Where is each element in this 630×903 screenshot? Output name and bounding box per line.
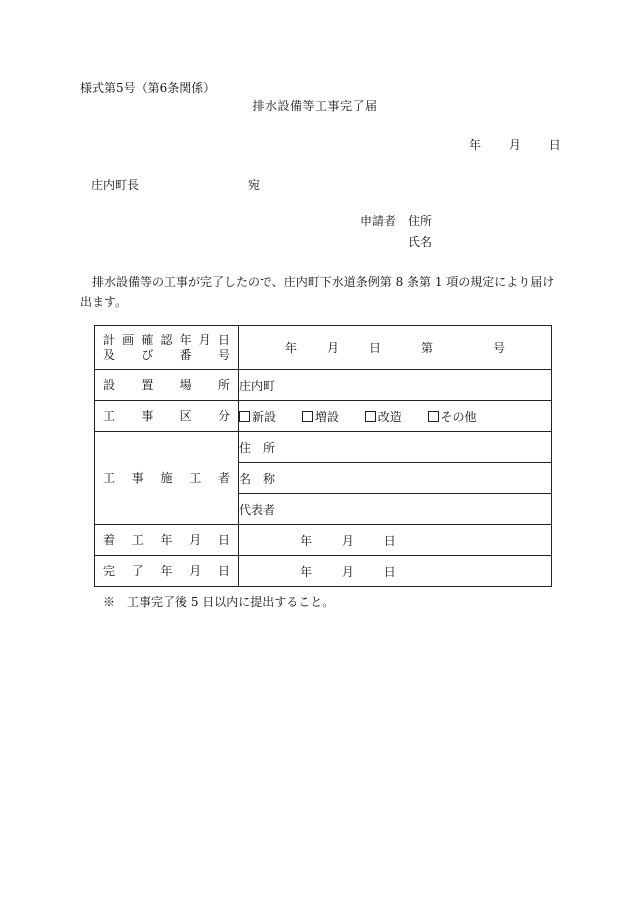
applicant-address-label: 住所	[408, 214, 433, 228]
option-label: 新設	[252, 409, 277, 424]
label-char: 日	[217, 532, 230, 547]
label-char: 月	[189, 532, 202, 547]
plan-day: 日	[368, 341, 381, 355]
label-char: 工	[103, 470, 116, 485]
label-char: 場	[179, 377, 192, 392]
body-text: 排水設備等の工事が完了したので、庄内町下水道条例第 8 条第 1 項の規定により届け出ます。	[80, 275, 555, 309]
label-char: 号	[217, 347, 230, 362]
label-char: 日	[217, 563, 230, 578]
label-char: 区	[179, 408, 192, 423]
label-char: 分	[217, 408, 230, 423]
finish-date-cell[interactable]	[239, 556, 552, 587]
option-label: 増設	[314, 409, 339, 424]
label-char: 事	[141, 408, 154, 423]
label-char: 完	[103, 563, 116, 578]
label-char: 認	[160, 332, 173, 347]
checkbox-icon[interactable]	[428, 411, 439, 422]
label-char: 月	[198, 332, 211, 347]
submission-date	[469, 138, 561, 152]
start-day: 日	[383, 533, 396, 548]
table-row-location	[95, 370, 552, 401]
contractor-label-cell	[95, 432, 239, 525]
plan-go: 号	[493, 341, 506, 355]
label-char: 所	[217, 377, 230, 392]
label-char: 月	[189, 563, 202, 578]
plan-label-line1	[95, 333, 238, 348]
label-char: び	[141, 347, 154, 362]
label-char: 了	[131, 563, 144, 578]
label-char: 事	[131, 470, 144, 485]
label-char: 年	[160, 563, 173, 578]
table-row-plan	[95, 326, 552, 370]
label-char: 着	[103, 532, 116, 547]
contractor-name-cell[interactable]: 名 称	[239, 463, 552, 494]
addressee-suffix: 宛	[248, 178, 261, 192]
option-new[interactable]	[239, 408, 276, 425]
label-char: 画	[122, 332, 135, 347]
applicant-name-label: 氏名	[408, 235, 433, 249]
finish-year: 年	[300, 564, 313, 579]
label-char: 者	[217, 470, 230, 485]
finish-month: 月	[341, 564, 354, 579]
label-char: 確	[141, 332, 154, 347]
checkbox-icon[interactable]	[239, 411, 250, 422]
plan-year: 年	[284, 341, 297, 355]
table-row-contractor-address	[95, 432, 552, 463]
form-number: 様式第5号（第6条関係）	[80, 81, 216, 95]
plan-value-cell[interactable]	[239, 326, 552, 370]
label-char: 施	[160, 470, 173, 485]
date-month: 月	[508, 138, 521, 152]
completion-form-table	[94, 325, 552, 587]
plan-no: 第	[421, 341, 434, 355]
contractor-address-cell[interactable]: 住 所	[239, 432, 552, 463]
label-char: 番	[179, 347, 192, 362]
label-char: 工	[103, 408, 116, 423]
label-char: 工	[189, 470, 202, 485]
label-char: 年	[179, 332, 192, 347]
type-options-cell	[239, 401, 552, 432]
table-row-start-date	[95, 525, 552, 556]
option-extension[interactable]	[302, 408, 339, 425]
option-other[interactable]	[428, 408, 477, 425]
label-char: 計	[103, 332, 116, 347]
option-renovation[interactable]	[365, 408, 402, 425]
start-date-cell[interactable]	[239, 525, 552, 556]
start-label-cell	[95, 525, 239, 556]
plan-label-cell	[95, 326, 239, 370]
finish-day: 日	[383, 564, 396, 579]
table-row-type	[95, 401, 552, 432]
checkbox-icon[interactable]	[302, 411, 313, 422]
date-year: 年	[469, 138, 482, 152]
date-day: 日	[548, 138, 561, 152]
option-label: その他	[440, 409, 477, 424]
checkbox-icon[interactable]	[365, 411, 376, 422]
label-char: 工	[131, 532, 144, 547]
label-char: 年	[160, 532, 173, 547]
document-title: 排水設備等工事完了届	[252, 99, 378, 113]
location-label-cell	[95, 370, 239, 401]
label-char: 設	[103, 377, 116, 392]
label-char: 日	[217, 332, 230, 347]
addressee-name: 庄内町長	[91, 178, 140, 192]
plan-label-line2	[95, 348, 238, 363]
start-month: 月	[341, 533, 354, 548]
start-year: 年	[300, 533, 313, 548]
label-char: 置	[141, 377, 154, 392]
plan-value-row	[239, 339, 551, 356]
finish-label-cell	[95, 556, 239, 587]
plan-month: 月	[326, 341, 339, 355]
option-label: 改造	[377, 409, 402, 424]
type-label-cell	[95, 401, 239, 432]
contractor-representative-cell[interactable]: 代表者	[239, 494, 552, 525]
footnote: ※ 工事完了後 5 日以内に提出すること。	[103, 595, 335, 609]
applicant-label: 申請者	[360, 214, 397, 228]
label-char: 及	[103, 347, 116, 362]
location-value-cell[interactable]: 庄内町	[239, 370, 552, 401]
table-row-finish-date	[95, 556, 552, 587]
